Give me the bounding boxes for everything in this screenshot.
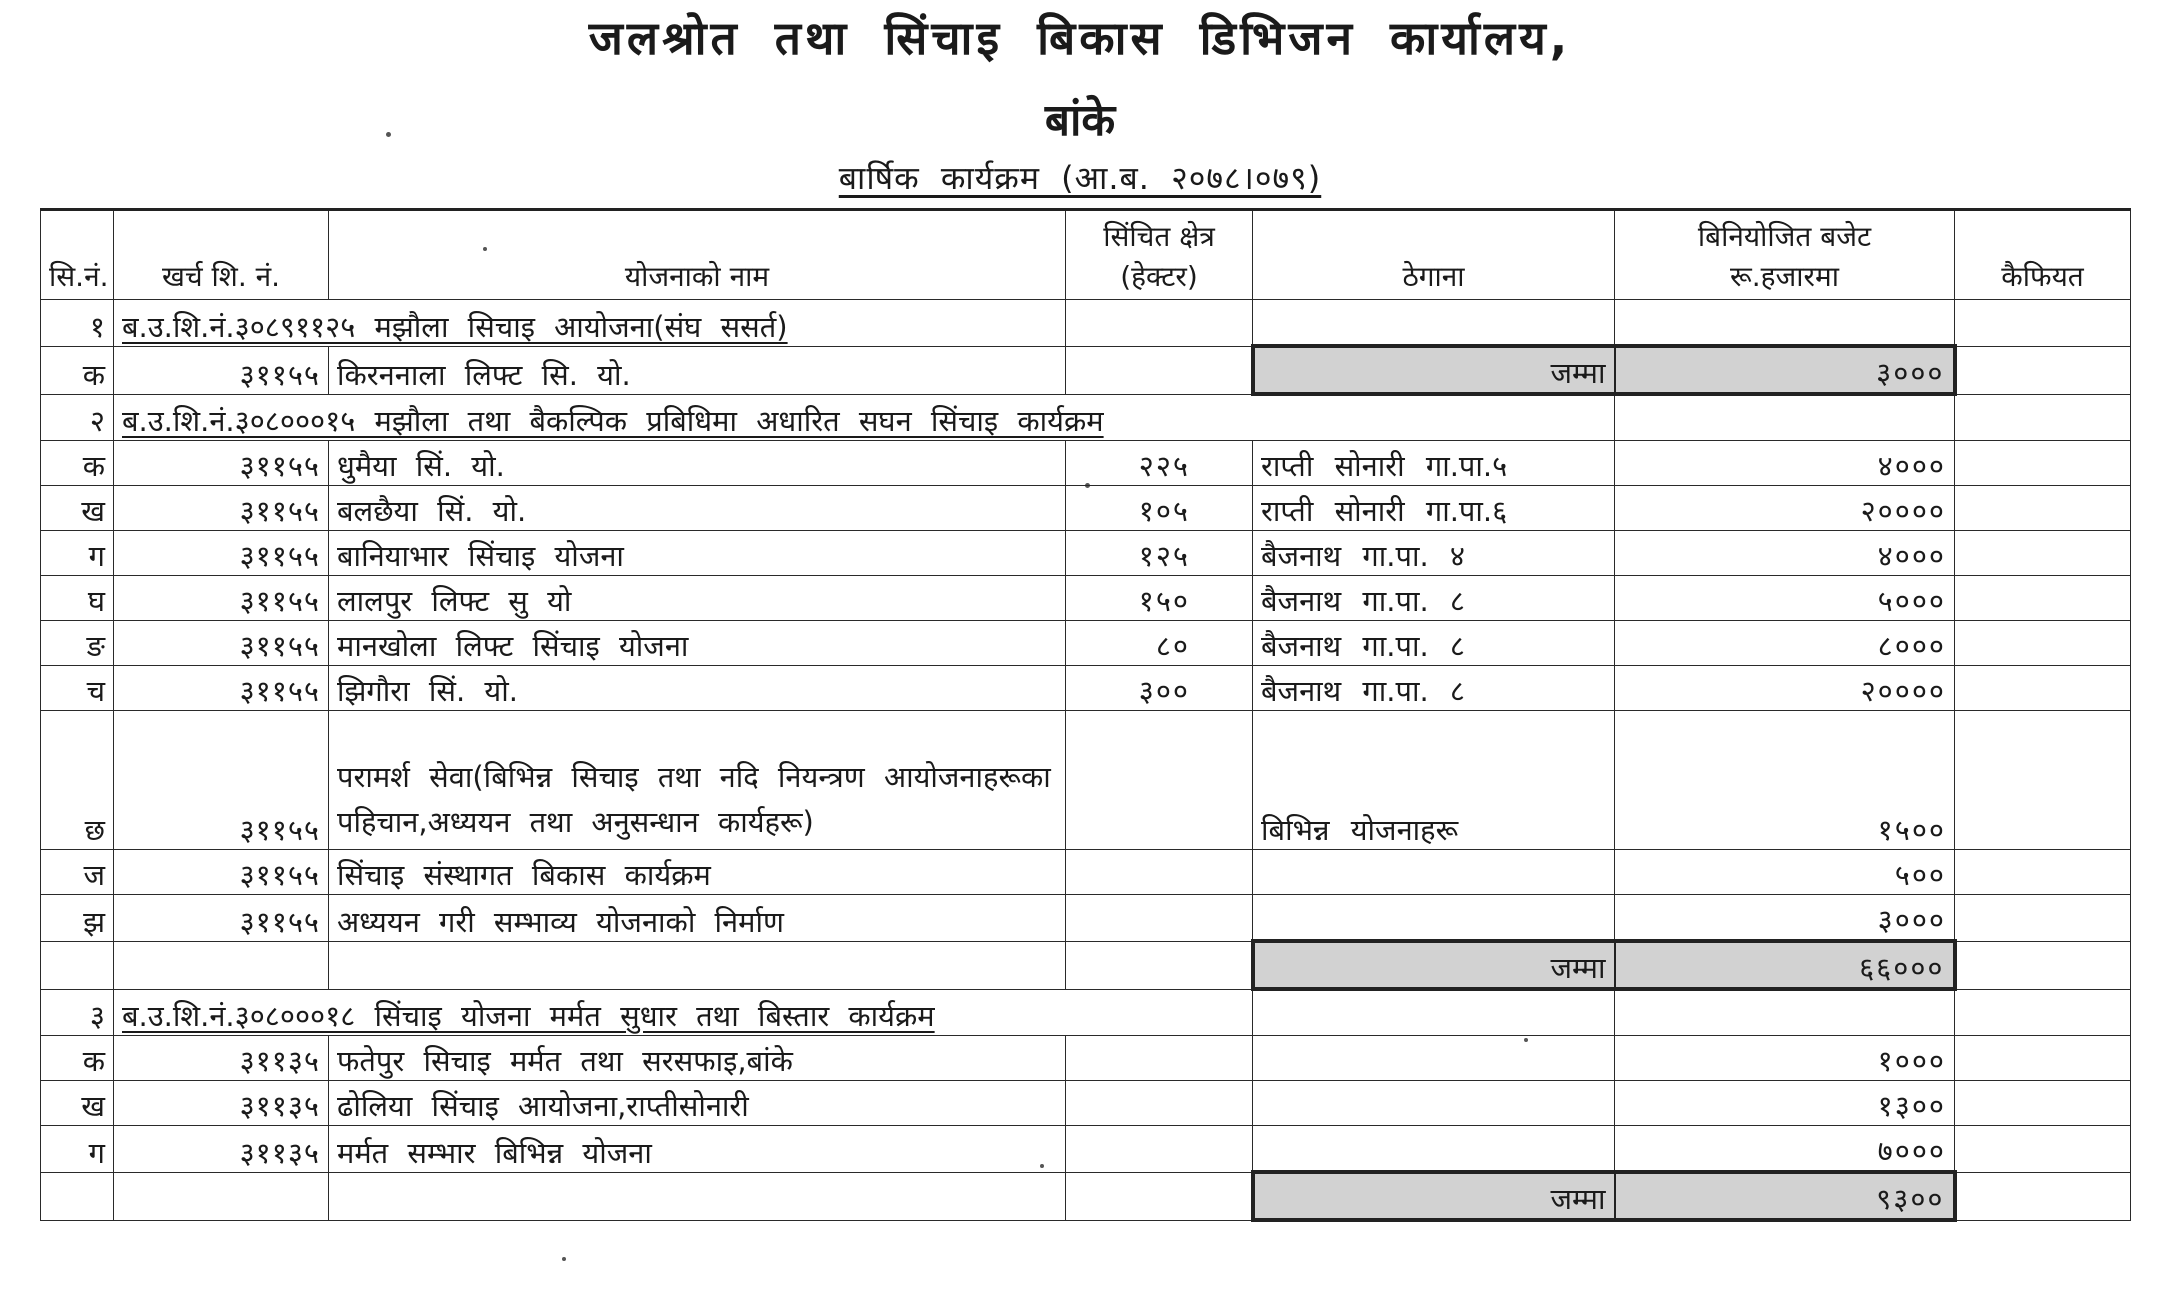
- section-total-row: [41, 941, 2131, 989]
- row-name: परामर्श सेवा(बिभिन्न सिचाइ तथा नदि नियन्त्रण आयोजनाहरूका पहिचान,अध्ययन तथा अनुसन्धान कार्यहरू): [329, 711, 1066, 850]
- row-sn: घ: [41, 576, 114, 621]
- table-row: [41, 895, 2131, 942]
- row-code: ३११५५: [114, 486, 329, 531]
- row-budget: ७०००: [1615, 1126, 1955, 1173]
- col-header-remarks: कैफियत: [1955, 210, 2131, 300]
- table-header-row: [41, 210, 2131, 300]
- section-total-row: [41, 1172, 2131, 1220]
- row-budget: ४०००: [1615, 531, 1955, 576]
- table-row: [41, 1081, 2131, 1126]
- annual-program-table: [40, 208, 2131, 1222]
- col-header-budget-line2: रू.हजारमा: [1729, 260, 1839, 293]
- col-header-budget: [1615, 210, 1955, 300]
- table-row: [41, 576, 2131, 621]
- row-sn: च: [41, 666, 114, 711]
- row-budget: १३००: [1615, 1081, 1955, 1126]
- row-budget: २००००: [1615, 666, 1955, 711]
- office-title: जलश्रोत तथा सिंचाइ बिकास डिभिजन कार्यालय,: [588, 11, 1572, 65]
- table-row: [41, 666, 2131, 711]
- section-heading: ब.उ.शि.नं.३०८९११२५ मझौला सिचाइ आयोजना(संघ ससर्त): [114, 300, 1066, 347]
- row-budget: १०००: [1615, 1036, 1955, 1081]
- section-heading-row: [41, 989, 2131, 1036]
- row-address: [1253, 1126, 1615, 1173]
- row-area: १२५: [1066, 531, 1253, 576]
- row-address: बैजनाथ गा.पा. ८: [1253, 621, 1615, 666]
- row-area: [1066, 1126, 1253, 1173]
- col-header-area: [1066, 210, 1253, 300]
- table-row: [41, 711, 2131, 850]
- scan-speck: [386, 132, 391, 137]
- col-header-area-line1: सिंचित क्षेत्र: [1103, 220, 1215, 253]
- section-number: २: [41, 394, 114, 441]
- table-row: [41, 346, 2131, 394]
- row-sn: छ: [41, 711, 114, 850]
- row-area: [1066, 850, 1253, 895]
- section-heading: ब.उ.शि.नं.३०८०००१५ मझौला तथा बैकल्पिक प्रबिधिमा अधारित सघन सिंचाइ कार्यक्रम: [114, 394, 1615, 441]
- table-row: [41, 1126, 2131, 1173]
- row-address: बैजनाथ गा.पा. ८: [1253, 666, 1615, 711]
- row-budget: ८०००: [1615, 621, 1955, 666]
- row-sn: क: [41, 346, 114, 394]
- row-name: सिंचाइ संस्थागत बिकास कार्यक्रम: [329, 850, 1066, 895]
- row-code: ३११३५: [114, 1126, 329, 1173]
- row-area: [1066, 711, 1253, 850]
- col-header-address: ठेगाना: [1253, 210, 1615, 300]
- col-header-name: योजनाको नाम: [329, 210, 1066, 300]
- table-row: [41, 486, 2131, 531]
- row-code: ३११३५: [114, 1081, 329, 1126]
- row-area: १०५: [1066, 486, 1253, 531]
- table-row: [41, 1036, 2131, 1081]
- row-address: राप्ती सोनारी गा.पा.६: [1253, 486, 1615, 531]
- row-area: [1066, 895, 1253, 942]
- row-code: ३११५५: [114, 441, 329, 486]
- table-row: [41, 531, 2131, 576]
- row-budget: ३०००: [1615, 895, 1955, 942]
- row-name: झिगौरा सिं. यो.: [329, 666, 1066, 711]
- section-total-label: जम्मा: [1253, 346, 1615, 394]
- section-heading-row: [41, 394, 2131, 441]
- row-code: ३११५५: [114, 711, 329, 850]
- row-name: बलछैया सिं. यो.: [329, 486, 1066, 531]
- row-name: धुमैया सिं. यो.: [329, 441, 1066, 486]
- section-number: ३: [41, 989, 114, 1036]
- row-area: [1066, 1036, 1253, 1081]
- section-total-label: जम्मा: [1253, 941, 1615, 989]
- row-budget: २००००: [1615, 486, 1955, 531]
- row-name: किरननाला लिफ्ट सि. यो.: [329, 346, 1066, 394]
- row-sn: ख: [41, 1081, 114, 1126]
- row-address: [1253, 895, 1615, 942]
- section-heading: ब.उ.शि.नं.३०८०००१८ सिंचाइ योजना मर्मत सुधार तथा बिस्तार कार्यक्रम: [114, 989, 1253, 1036]
- row-code: ३११५५: [114, 850, 329, 895]
- row-sn: ज: [41, 850, 114, 895]
- row-area: ८०: [1066, 621, 1253, 666]
- row-area: २२५: [1066, 441, 1253, 486]
- row-name: लालपुर लिफ्ट सु यो: [329, 576, 1066, 621]
- section-heading-row: [41, 300, 2131, 347]
- row-area: [1066, 1081, 1253, 1126]
- row-name: मर्मत सम्भार बिभिन्न योजना: [329, 1126, 1066, 1173]
- row-budget: ५०००: [1615, 576, 1955, 621]
- row-area: ३००: [1066, 666, 1253, 711]
- row-address: [1253, 1081, 1615, 1126]
- table-row: [41, 621, 2131, 666]
- row-sn: क: [41, 1036, 114, 1081]
- row-name: ढोलिया सिंचाइ आयोजना,राप्तीसोनारी: [329, 1081, 1066, 1126]
- row-sn: ग: [41, 1126, 114, 1173]
- row-area: १५०: [1066, 576, 1253, 621]
- table-row: [41, 850, 2131, 895]
- row-budget: १५००: [1615, 711, 1955, 850]
- row-address: [1253, 1036, 1615, 1081]
- row-code: ३११५५: [114, 346, 329, 394]
- row-budget: ४०००: [1615, 441, 1955, 486]
- row-address: [1253, 850, 1615, 895]
- col-header-area-line2: (हेक्टर): [1120, 260, 1198, 293]
- row-area: [1066, 346, 1253, 394]
- row-budget: ५००: [1615, 850, 1955, 895]
- row-address: बैजनाथ गा.पा. ४: [1253, 531, 1615, 576]
- col-header-sn: सि.नं.: [41, 210, 114, 300]
- row-code: ३११५५: [114, 895, 329, 942]
- row-name: अध्ययन गरी सम्भाव्य योजनाको निर्माण: [329, 895, 1066, 942]
- row-sn: ख: [41, 486, 114, 531]
- row-sn: ङ: [41, 621, 114, 666]
- row-address: राप्ती सोनारी गा.पा.५: [1253, 441, 1615, 486]
- row-sn: क: [41, 441, 114, 486]
- col-header-budget-line1: बिनियोजित बजेट: [1697, 220, 1872, 253]
- program-subtitle: [0, 156, 2160, 199]
- district-name: बांके: [1044, 95, 1116, 146]
- row-sn: झ: [41, 895, 114, 942]
- scan-speck: [562, 1257, 566, 1261]
- section-total-value: ६६०००: [1615, 941, 1955, 989]
- section-total-value: ९३००: [1615, 1172, 1955, 1220]
- col-header-code: खर्च शि. नं.: [114, 210, 329, 300]
- section-number: १: [41, 300, 114, 347]
- row-code: ३११५५: [114, 531, 329, 576]
- row-code: ३११३५: [114, 1036, 329, 1081]
- row-name: मानखोला लिफ्ट सिंचाइ योजना: [329, 621, 1066, 666]
- section-total-label: जम्मा: [1253, 1172, 1615, 1220]
- table-row: [41, 441, 2131, 486]
- row-address: बैजनाथ गा.पा. ८: [1253, 576, 1615, 621]
- program-subtitle-text: बार्षिक कार्यक्रम (आ.ब. २०७८।०७९): [838, 159, 1322, 197]
- row-code: ३११५५: [114, 621, 329, 666]
- row-address: बिभिन्न योजनाहरू: [1253, 711, 1615, 850]
- row-sn: ग: [41, 531, 114, 576]
- row-code: ३११५५: [114, 576, 329, 621]
- section-total-value: ३०००: [1615, 346, 1955, 394]
- row-name: बानियाभार सिंचाइ योजना: [329, 531, 1066, 576]
- row-code: ३११५५: [114, 666, 329, 711]
- row-name: फतेपुर सिचाइ मर्मत तथा सरसफाइ,बांके: [329, 1036, 1066, 1081]
